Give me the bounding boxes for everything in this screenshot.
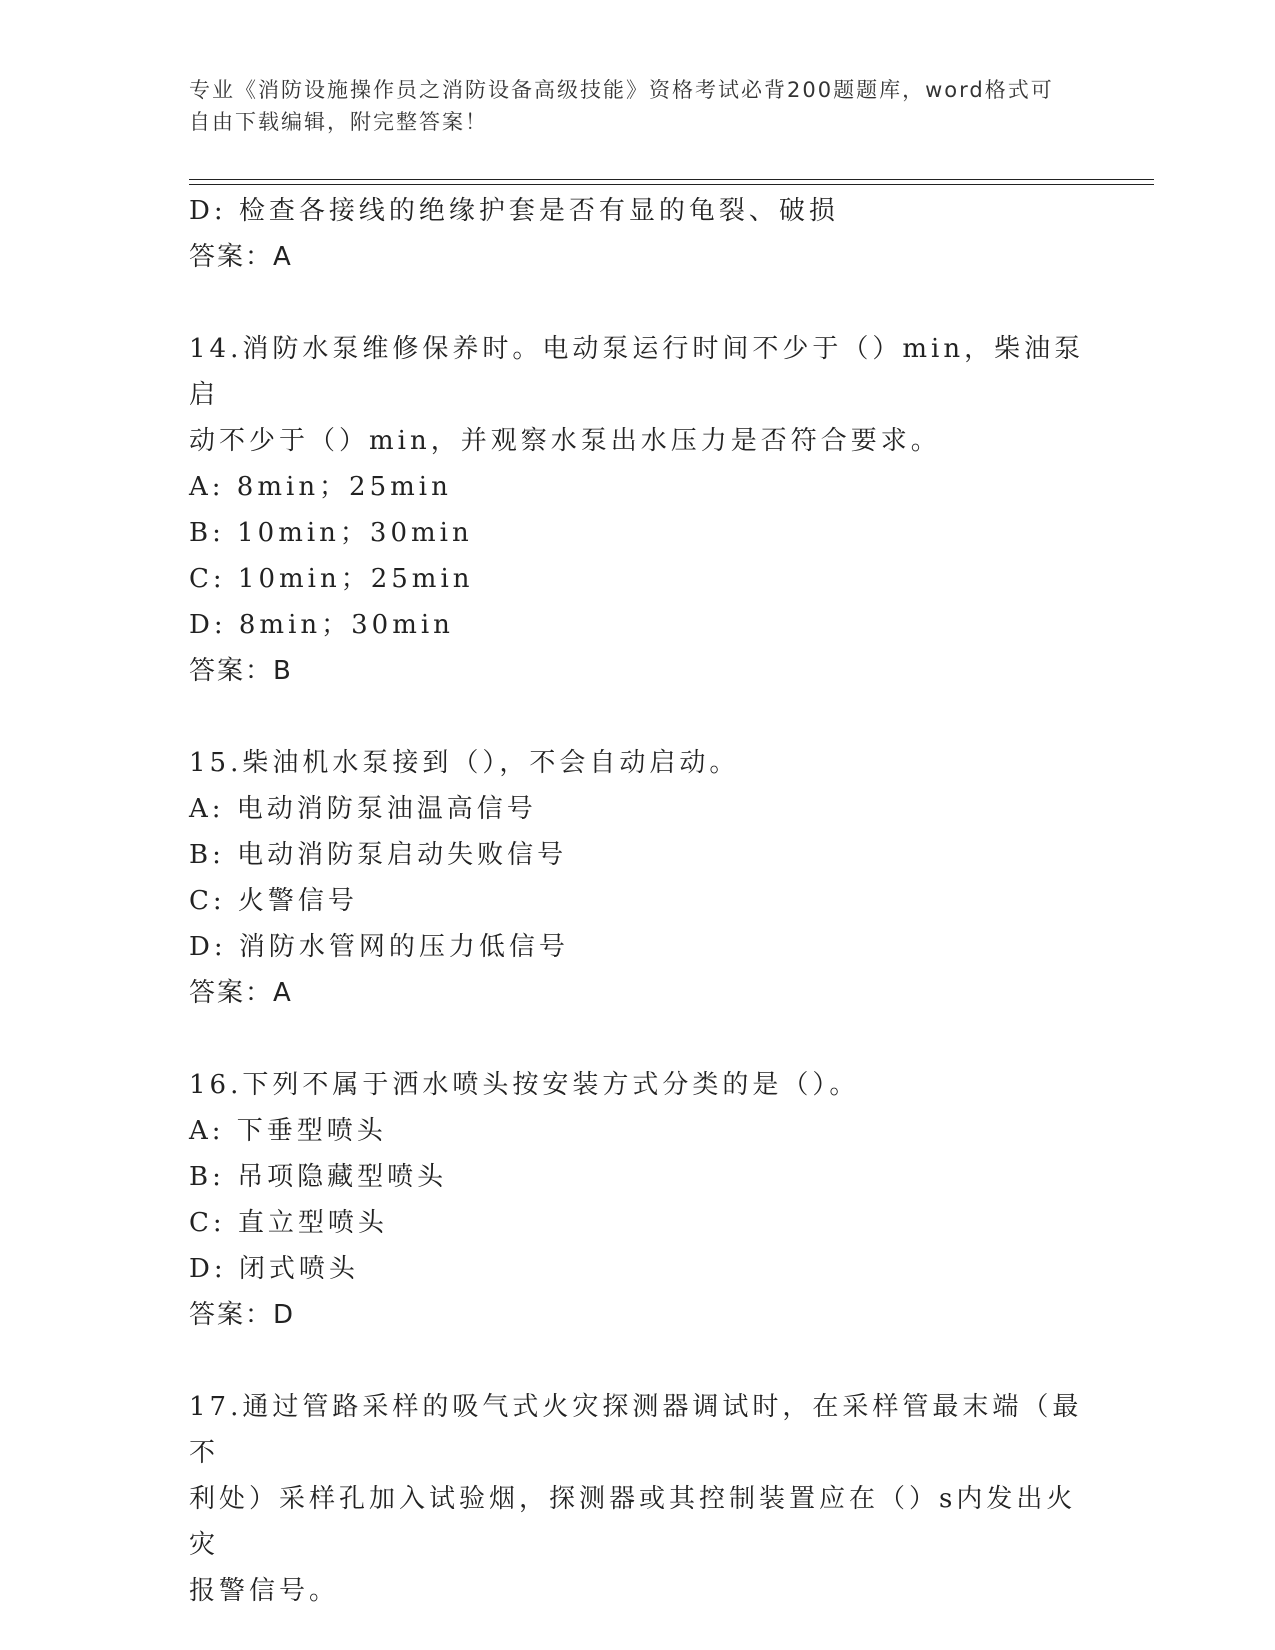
option-a: A: 下垂型喷头	[189, 1116, 387, 1146]
question-stem: 15.柴油机水泵接到（），不会自动启动。	[189, 748, 740, 778]
option-d: D: 检查各接线的绝缘护套是否有显的龟裂、破损	[189, 196, 839, 226]
question-stem: 17.通过管路采样的吸气式火灾探测器调试时，在采样管最末端（最不	[189, 1392, 1083, 1468]
question-block-15	[189, 740, 1089, 1016]
header-divider-bottom	[189, 184, 1154, 185]
option-c: C: 直立型喷头	[189, 1208, 388, 1238]
option-b: B: 吊项隐藏型喷头	[189, 1162, 448, 1192]
option-c: C: 10min；25min	[189, 564, 474, 594]
answer-line: 答案：D	[189, 1300, 296, 1330]
document-header: 专业《消防设施操作员之消防设备高级技能》资格考试必背200题题库，word格式可自由下载编辑，附完整答案！	[189, 78, 1054, 134]
spacer	[189, 694, 1089, 740]
question-stem: 利处）采样孔加入试验烟，探测器或其控制装置应在（）s内发出火灾	[189, 1484, 1077, 1560]
question-stem: 报警信号。	[189, 1576, 340, 1606]
option-a: A: 8min；25min	[189, 472, 452, 502]
header-divider-top	[189, 179, 1154, 180]
option-d: D: 8min；30min	[189, 610, 454, 640]
option-d: D: 闭式喷头	[189, 1254, 359, 1284]
option-b: B: 电动消防泵启动失败信号	[189, 840, 568, 870]
question-stem: 16.下列不属于洒水喷头按安装方式分类的是（）。	[189, 1070, 860, 1100]
answer-line: 答案：B	[189, 656, 293, 686]
spacer	[189, 280, 1089, 326]
question-block-17	[189, 1384, 1089, 1614]
option-a: A: 电动消防泵油温高信号	[189, 794, 537, 824]
answer-line: 答案：A	[189, 242, 293, 272]
option-c: C: 火警信号	[189, 886, 358, 916]
answer-line: 答案：A	[189, 978, 293, 1008]
spacer	[189, 1016, 1089, 1062]
question-block-13	[189, 188, 1089, 280]
question-block-16	[189, 1062, 1089, 1338]
spacer	[189, 1338, 1089, 1384]
question-stem: 动不少于（）min，并观察水泵出水压力是否符合要求。	[189, 426, 941, 456]
option-b: B: 10min；30min	[189, 518, 473, 548]
document-body	[189, 188, 1089, 1614]
option-d: D: 消防水管网的压力低信号	[189, 932, 569, 962]
question-block-14	[189, 326, 1089, 694]
question-stem: 14.消防水泵维修保养时。电动泵运行时间不少于（）min，柴油泵启	[189, 334, 1085, 410]
